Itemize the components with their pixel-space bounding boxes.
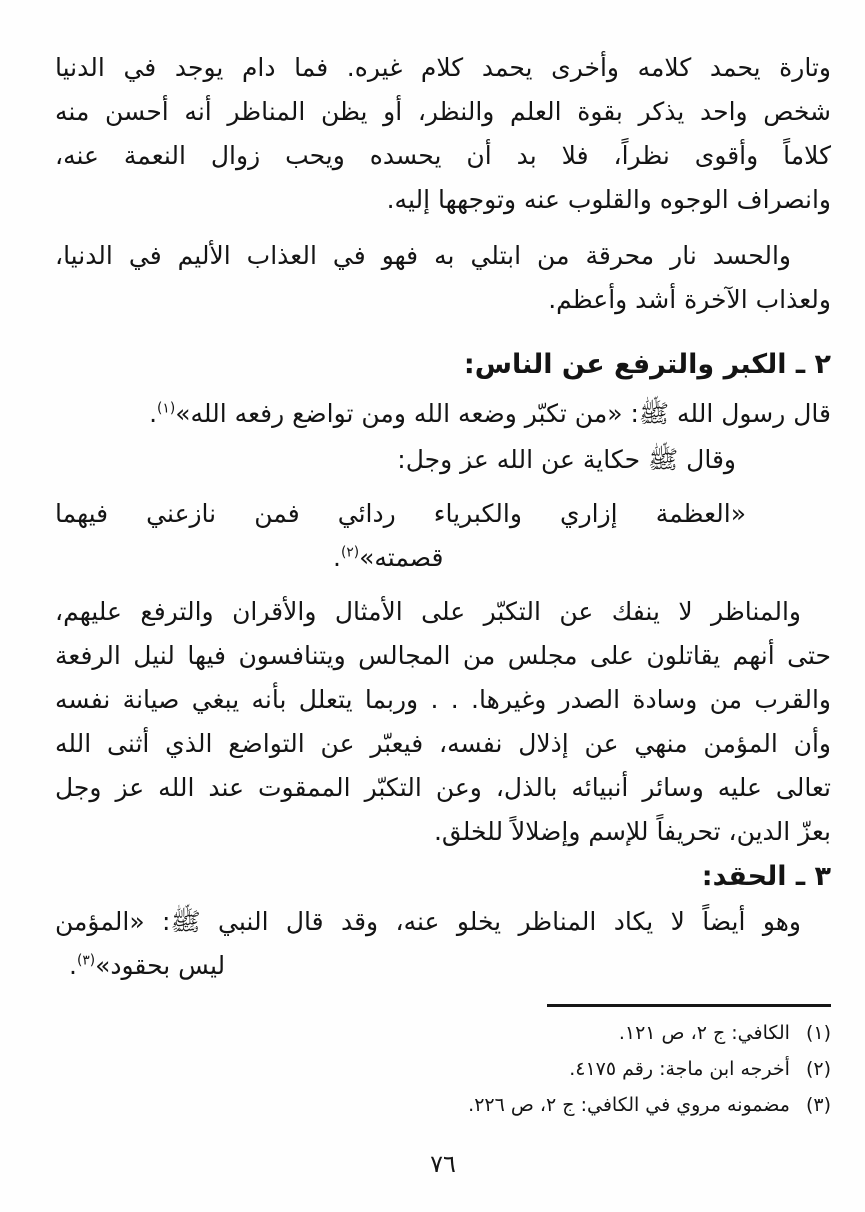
text-line: قال رسول الله ﷺ: «من تكبّر وضعه الله ومن تواضع رفعه الله»$^{(١)}$. (149, 399, 831, 428)
footnote-separator (547, 1004, 831, 1007)
heading-kibr: ٢ ـ الكبر والترفع عن الناس: (463, 349, 831, 380)
para-intro (55, 46, 831, 222)
footnote-marker: (٢) (805, 1058, 831, 1080)
heading-hiqd: ٣ ـ الحقد: (701, 861, 831, 892)
footnote-row (55, 1087, 831, 1123)
text-line: «العظمة إزاري والكبرياء ردائي فمن نازعني فيهما (55, 499, 746, 528)
text-line: شخص واحد يذكر بقوة العلم والنظر، أو يظن المناظر أنه أحسن منه (55, 97, 831, 126)
para-munazir (55, 590, 831, 854)
text-line: ولعذاب الآخرة أشد وأعظم. (548, 285, 831, 314)
footnote-text: الكافي: ج ٢، ص ١٢١. (618, 1022, 790, 1044)
footnote-marker: (١) (805, 1022, 831, 1044)
footnote-marker: (٣) (805, 1094, 831, 1116)
text-line: والقرب من وسادة الصدر وغيرها. . . وربما يتعلل بأنه يبغي صيانة نفسه (55, 685, 831, 714)
text-line: وانصراف الوجوه والقلوب عنه وتوجهها إليه. (386, 185, 831, 214)
para-huwa (55, 900, 831, 988)
para-waqal (55, 438, 831, 482)
text-line: ليس بحقود»$^{(٣)}$. (69, 951, 226, 980)
text-line: والحسد نار محرقة من ابتلي به فهو في العذاب الأليم في الدنيا، (55, 241, 791, 270)
text-line: كلاماً وأقوى نظراً، فلا بد أن يحسده ويحب زوال النعمة عنه، (55, 141, 831, 170)
para-rasul (55, 392, 831, 436)
footnote-row (55, 1015, 831, 1051)
page-number: ٧٦ (430, 1150, 456, 1178)
text-line: حتى أنهم يقاتلون على مجلس من المجالس ويتنافسون فيها لنيل الرفعة (55, 641, 831, 670)
footnote-text: مضمونه مروي في الكافي: ج ٢، ص ٢٢٦. (468, 1094, 790, 1116)
text-line: وقال ﷺ حكاية عن الله عز وجل: (397, 445, 736, 474)
text-line: وتارة يحمد كلامه وأخرى يحمد كلام غيره. فما دام يوجد في الدنيا (55, 53, 831, 82)
para-hasad (55, 234, 831, 322)
text-line: قصمته»$^{(٢)}$. (333, 543, 444, 572)
text-line: وأن المؤمن منهي عن إذلال نفسه، فيعبّر عن التواضع الذي أثنى الله (55, 729, 831, 758)
text-line: بعزّ الدين، تحريفاً للإسم وإضلالاً للخلق. (433, 817, 831, 846)
footnote-row (55, 1051, 831, 1087)
text-line: تعالى عليه وسائر أنبيائه بالذل، وعن التكبّر الممقوت عند الله عز وجل (55, 773, 831, 802)
footnote-text: أخرجه ابن ماجة: رقم ٤١٧٥. (569, 1058, 790, 1080)
text-line: وهو أيضاً لا يكاد المناظر يخلو عنه، وقد قال النبي ﷺ: «المؤمن (55, 907, 801, 936)
quote-block (55, 492, 831, 580)
footnotes-section (55, 1015, 831, 1123)
text-line: والمناظر لا ينفك عن التكبّر على الأمثال والأقران والترفع عليهم، (55, 597, 801, 626)
